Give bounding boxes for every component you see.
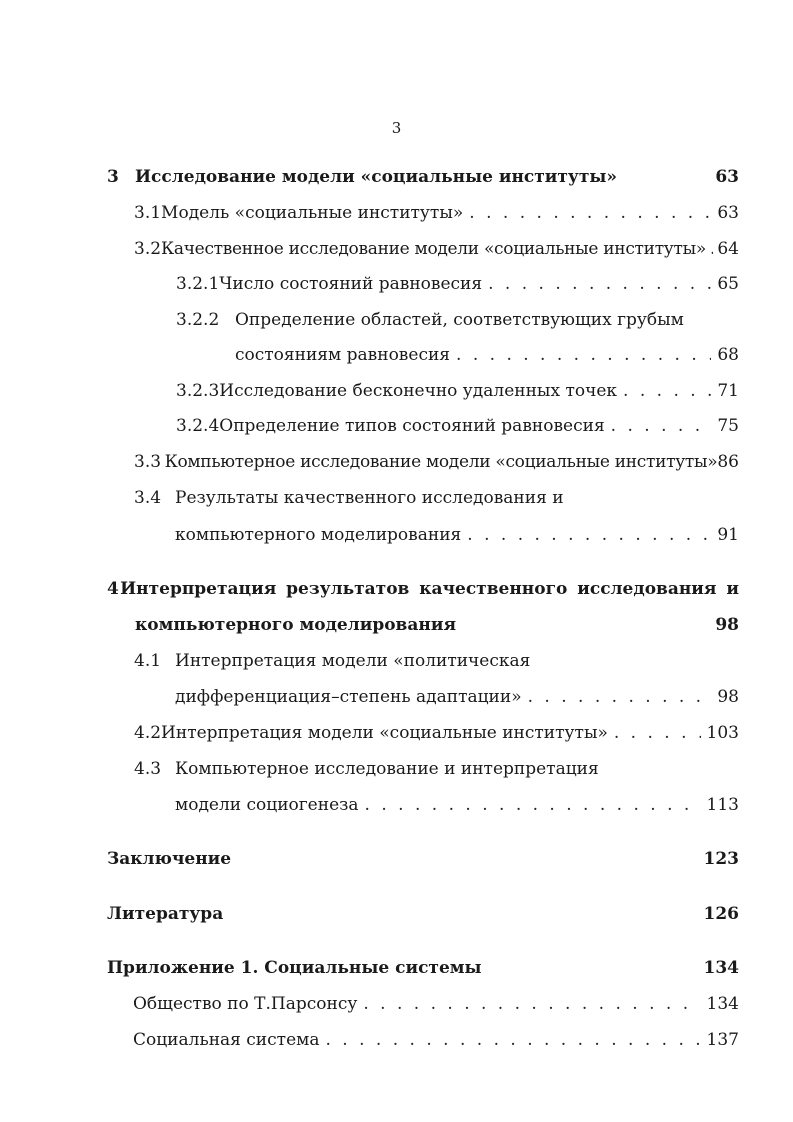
entry-number: 3.1	[134, 203, 162, 223]
entry-title: Модель «социальные институты»	[161, 203, 464, 223]
leader-dots	[623, 380, 711, 402]
entry-title: Литература	[107, 904, 224, 924]
entry-number: 4.3	[134, 759, 162, 779]
toc-entry-chapter-3[interactable]	[107, 166, 739, 188]
entry-title: Число состояний равновесия	[219, 274, 483, 294]
toc-entry-chapter-4-cont[interactable]	[135, 614, 739, 636]
entry-title: Общество по Т.Парсонсу	[133, 994, 358, 1014]
entry-title-cont: компьютерного моделирования	[175, 525, 462, 545]
entry-page: 126	[703, 904, 739, 924]
leader-dots	[488, 273, 711, 295]
toc-entry-literature[interactable]	[107, 903, 739, 925]
toc-entry-4-1-cont[interactable]	[175, 686, 739, 708]
entry-number: 3	[107, 167, 119, 187]
leader-dots	[365, 794, 701, 816]
leader-dots	[363, 993, 700, 1015]
entry-title: Интерпретация модели «политическая	[175, 651, 531, 671]
entry-page: 86	[717, 452, 739, 472]
entry-title: Компьютерное исследование модели «социальные институты»	[164, 452, 718, 472]
entry-number: 3.4	[134, 488, 162, 508]
entry-page: 64	[717, 239, 739, 259]
entry-page: 134	[703, 958, 739, 978]
toc-entry-conclusion[interactable]	[107, 848, 739, 870]
entry-page: 137	[706, 1030, 739, 1050]
entry-page: 113	[706, 795, 739, 815]
entry-page: 65	[717, 274, 739, 294]
toc-entry-3-2-2[interactable]	[176, 309, 739, 331]
toc-entry-4-2[interactable]	[134, 722, 739, 744]
toc-entry-3-4[interactable]	[134, 487, 739, 509]
entry-page: 71	[717, 381, 739, 401]
leader-dots	[326, 1029, 701, 1051]
entry-number: 3.2.1	[176, 274, 220, 294]
entry-title-cont: модели социогенеза	[175, 795, 359, 815]
leader-dots	[710, 238, 713, 260]
toc-entry-3-2-1[interactable]	[176, 273, 739, 295]
toc-entry-3-1[interactable]	[134, 202, 739, 224]
entry-number: 3.3	[134, 452, 162, 472]
entry-number: 3.2.4	[176, 416, 220, 436]
entry-number: 3.2.3	[176, 381, 220, 401]
page-number: 3	[391, 119, 402, 137]
entry-title: Интерпретация результатов качественного исследования и	[120, 579, 739, 599]
toc-entry-appendix-1-parsons[interactable]	[133, 993, 739, 1015]
leader-dots	[528, 686, 712, 708]
toc-entry-3-3[interactable]	[134, 451, 739, 473]
leader-dots	[614, 722, 701, 744]
toc-entry-3-2-2-cont[interactable]	[235, 344, 739, 366]
entry-title: Интерпретация модели «социальные институты»	[161, 723, 608, 743]
entry-page: 63	[717, 203, 739, 223]
leader-dots	[611, 415, 712, 437]
entry-page: 75	[717, 416, 739, 436]
toc-entry-4-3[interactable]	[134, 758, 739, 780]
entry-page: 63	[715, 167, 739, 187]
toc-entry-chapter-4[interactable]	[107, 578, 739, 600]
entry-number: 3.2.2	[176, 310, 220, 330]
entry-title-cont: дифференциация–степень адаптации»	[175, 687, 522, 707]
toc-entry-4-3-cont[interactable]	[175, 794, 739, 816]
entry-title: Определение областей, соответствующих грубым	[235, 310, 684, 330]
entry-title: Компьютерное исследование и интерпретация	[175, 759, 599, 779]
toc-entry-3-4-cont[interactable]	[175, 524, 739, 546]
toc-entry-4-1[interactable]	[134, 650, 739, 672]
entry-title-cont: компьютерного моделирования	[135, 615, 456, 635]
entry-page: 91	[717, 525, 739, 545]
toc-entry-3-2-4[interactable]	[176, 415, 739, 437]
entry-title: Заключение	[107, 849, 232, 869]
leader-dots	[467, 524, 711, 546]
entry-page: 98	[715, 615, 739, 635]
entry-number: 4.1	[134, 651, 162, 671]
entry-number: 3.2	[134, 239, 162, 259]
leader-dots	[469, 202, 711, 224]
toc-entry-appendix-1-social-system[interactable]	[133, 1029, 739, 1051]
entry-title-cont: состояниям равновесия	[235, 345, 451, 365]
entry-title: Определение типов состояний равновесия	[219, 416, 605, 436]
entry-page: 134	[706, 994, 739, 1014]
entry-title: Исследование модели «социальные институты»	[135, 167, 618, 187]
toc-entry-3-2[interactable]	[134, 238, 739, 260]
entry-page: 68	[717, 345, 739, 365]
entry-number: 4.2	[134, 723, 162, 743]
entry-title: Исследование бесконечно удаленных точек	[219, 381, 618, 401]
entry-page: 103	[706, 723, 739, 743]
leader-dots	[456, 344, 711, 366]
entry-title: Приложение 1. Социальные системы	[107, 958, 482, 978]
entry-page: 123	[703, 849, 739, 869]
toc-entry-3-2-3[interactable]	[176, 380, 739, 402]
entry-number: 4	[107, 579, 119, 599]
entry-title: Результаты качественного исследования и	[175, 488, 564, 508]
entry-title: Качественное исследование модели «социальные институты»	[161, 239, 706, 259]
entry-page: 98	[717, 687, 739, 707]
entry-title: Социальная система	[133, 1030, 320, 1050]
toc-entry-appendix-1[interactable]	[107, 957, 739, 979]
